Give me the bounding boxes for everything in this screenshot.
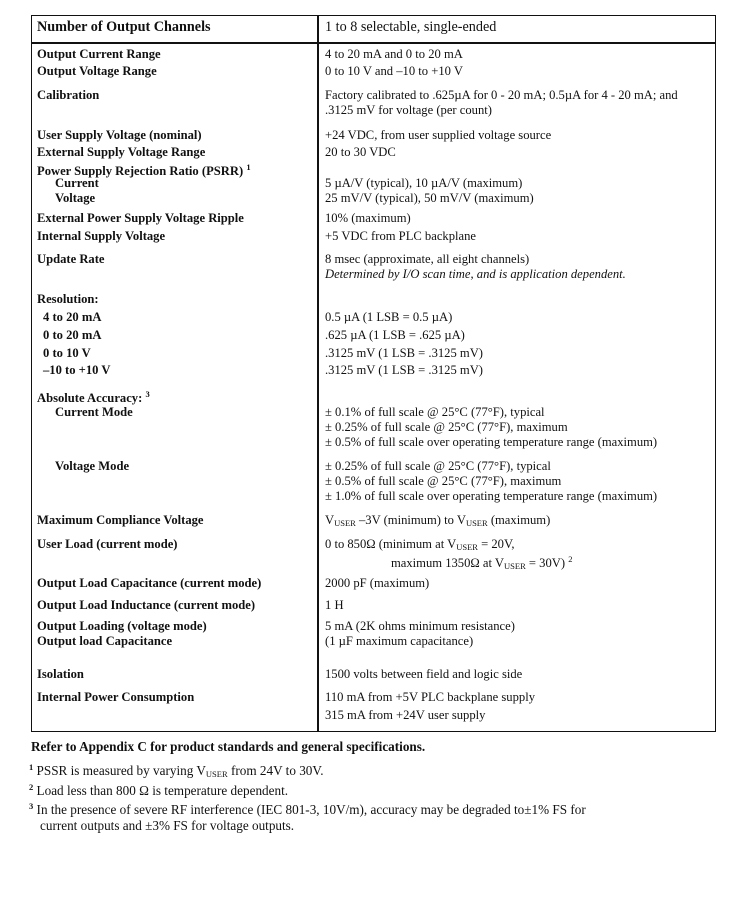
isolation-label: Isolation <box>37 667 84 681</box>
compliance-label: Maximum Compliance Voltage <box>37 513 204 527</box>
resolution-row-label: 0 to 20 mA <box>43 328 102 342</box>
accuracy-current-value: ± 0.5% of full scale over operating temperature range (maximum) <box>325 435 658 449</box>
accuracy-current-value: ± 0.25% of full scale @ 25°C (77°F), maximum <box>325 420 568 434</box>
accuracy-label <box>37 387 150 406</box>
accuracy-voltage-value: ± 0.5% of full scale @ 25°C (77°F), maximum <box>325 474 562 488</box>
resolution-row-label: 4 to 20 mA <box>43 310 102 324</box>
footnote-3-cont: current outputs and ±3% FS for voltage outputs. <box>40 818 295 833</box>
update-rate-value: 8 msec (approximate, all eight channels) <box>325 252 530 266</box>
psrr-voltage-label: Voltage <box>55 191 96 205</box>
accuracy-current-label: Current Mode <box>55 405 133 419</box>
output-load-cap-value: (1 µF maximum capacitance) <box>325 634 474 648</box>
load-capacitance-label: Output Load Capacitance (current mode) <box>37 576 262 590</box>
user-load-value-1: 0 to 850Ω (minimum at $V_{USER} = 20V$, <box>325 537 515 552</box>
ripple-label: External Power Supply Voltage Ripple <box>37 211 244 225</box>
user-supply-label: User Supply Voltage (nominal) <box>37 128 202 142</box>
update-rate-label: Update Rate <box>37 252 105 266</box>
isolation-value: 1500 volts between field and logic side <box>325 667 523 681</box>
footnote-1: $^1$ PSSR is measured by varying $V_{USER}$ from 24V to 30V. <box>29 762 324 779</box>
resolution-row-value: .625 µA (1 LSB = .625 µA) <box>325 328 465 342</box>
resolution-row-label: –10 to +10 V <box>43 363 111 377</box>
accuracy-voltage-label: Voltage Mode <box>55 459 130 473</box>
output-loading-label: Output Loading (voltage mode) <box>37 619 207 633</box>
compliance-value: $V_{USER}$ –3V (minimum) to $V_{USER}$ (maximum) <box>325 513 551 528</box>
output-load-cap-label: Output load Capacitance <box>37 634 173 648</box>
load-inductance-label: Output Load Inductance (current mode) <box>37 598 256 612</box>
calibration-value-2: .3125 mV for voltage (per count) <box>325 103 492 117</box>
appendix-reference: Refer to Appendix C for product standards and general specifications. <box>31 739 426 754</box>
footnote-3: $^3$ In the presence of severe RF interference (IEC 801-3, 10V/m), accuracy may be degraded to±1% FS for <box>29 801 586 817</box>
resolution-row-value: 0.5 µA (1 LSB = 0.5 µA) <box>325 310 453 324</box>
accuracy-voltage-value: ± 1.0% of full scale over operating temperature range (maximum) <box>325 489 658 503</box>
internal-supply-label: Internal Supply Voltage <box>37 229 166 243</box>
psrr-current-value: 5 µA/V (typical), 10 µA/V (maximum) <box>325 176 523 190</box>
resolution-row-label: 0 to 10 V <box>43 346 91 360</box>
accuracy-voltage-value: ± 0.25% of full scale @ 25°C (77°F), typical <box>325 459 551 473</box>
load-inductance-value: 1 H <box>325 598 344 612</box>
psrr-footnote-ref: 1 <box>246 162 251 172</box>
psrr-label-text: Power Supply Rejection Ratio (PSRR) <box>37 164 244 178</box>
power-value-2: 315 mA from +24V user supply <box>325 708 486 722</box>
accuracy-current-value: ± 0.1% of full scale @ 25°C (77°F), typical <box>325 405 545 419</box>
psrr-voltage-value: 25 mV/V (typical), 50 mV/V (maximum) <box>325 191 534 205</box>
external-supply-value: 20 to 30 VDC <box>325 145 396 159</box>
header-param: Number of Output Channels <box>37 19 211 35</box>
output-voltage-range-label: Output Voltage Range <box>37 64 157 78</box>
resolution-row-value: .3125 mV (1 LSB = .3125 mV) <box>325 363 483 377</box>
ripple-value: 10% (maximum) <box>325 211 411 225</box>
output-current-range-label: Output Current Range <box>37 47 161 61</box>
external-supply-label: External Supply Voltage Range <box>37 145 206 159</box>
psrr-current-label: Current <box>55 176 99 190</box>
header-divider <box>31 42 716 44</box>
resolution-label: Resolution: <box>37 292 99 306</box>
output-loading-value: 5 mA (2K ohms minimum resistance) <box>325 619 515 633</box>
column-divider <box>317 15 319 732</box>
accuracy-footnote-ref: 3 <box>145 389 150 399</box>
output-voltage-range-value: 0 to 10 V and –10 to +10 V <box>325 64 463 78</box>
footnote-2: $^2$ Load less than 800 Ω is temperature dependent. <box>29 782 289 798</box>
output-current-range-value: 4 to 20 mA and 0 to 20 mA <box>325 47 463 61</box>
header-value: 1 to 8 selectable, single-ended <box>325 19 497 35</box>
calibration-value-1: Factory calibrated to .625µA for 0 - 20 mA; 0.5µA for 4 - 20 mA; and <box>325 88 678 102</box>
resolution-row-value: .3125 mV (1 LSB = .3125 mV) <box>325 346 483 360</box>
user-load-footnote-ref: 2 <box>568 554 573 564</box>
user-load-value-2: maximum 1350Ω at $V_{USER} = 30V$) $^2$ <box>391 554 573 571</box>
load-capacitance-value: 2000 pF (maximum) <box>325 576 430 590</box>
power-value-1: 110 mA from +5V PLC backplane supply <box>325 690 535 704</box>
update-rate-note: Determined by I/O scan time, and is application dependent. <box>325 267 626 281</box>
internal-supply-value: +5 VDC from PLC backplane <box>325 229 476 243</box>
accuracy-label-text: Absolute Accuracy: <box>37 391 143 405</box>
user-supply-value: +24 VDC, from user supplied voltage source <box>325 128 552 142</box>
power-label: Internal Power Consumption <box>37 690 195 704</box>
user-load-label: User Load (current mode) <box>37 537 178 551</box>
calibration-label: Calibration <box>37 88 100 102</box>
